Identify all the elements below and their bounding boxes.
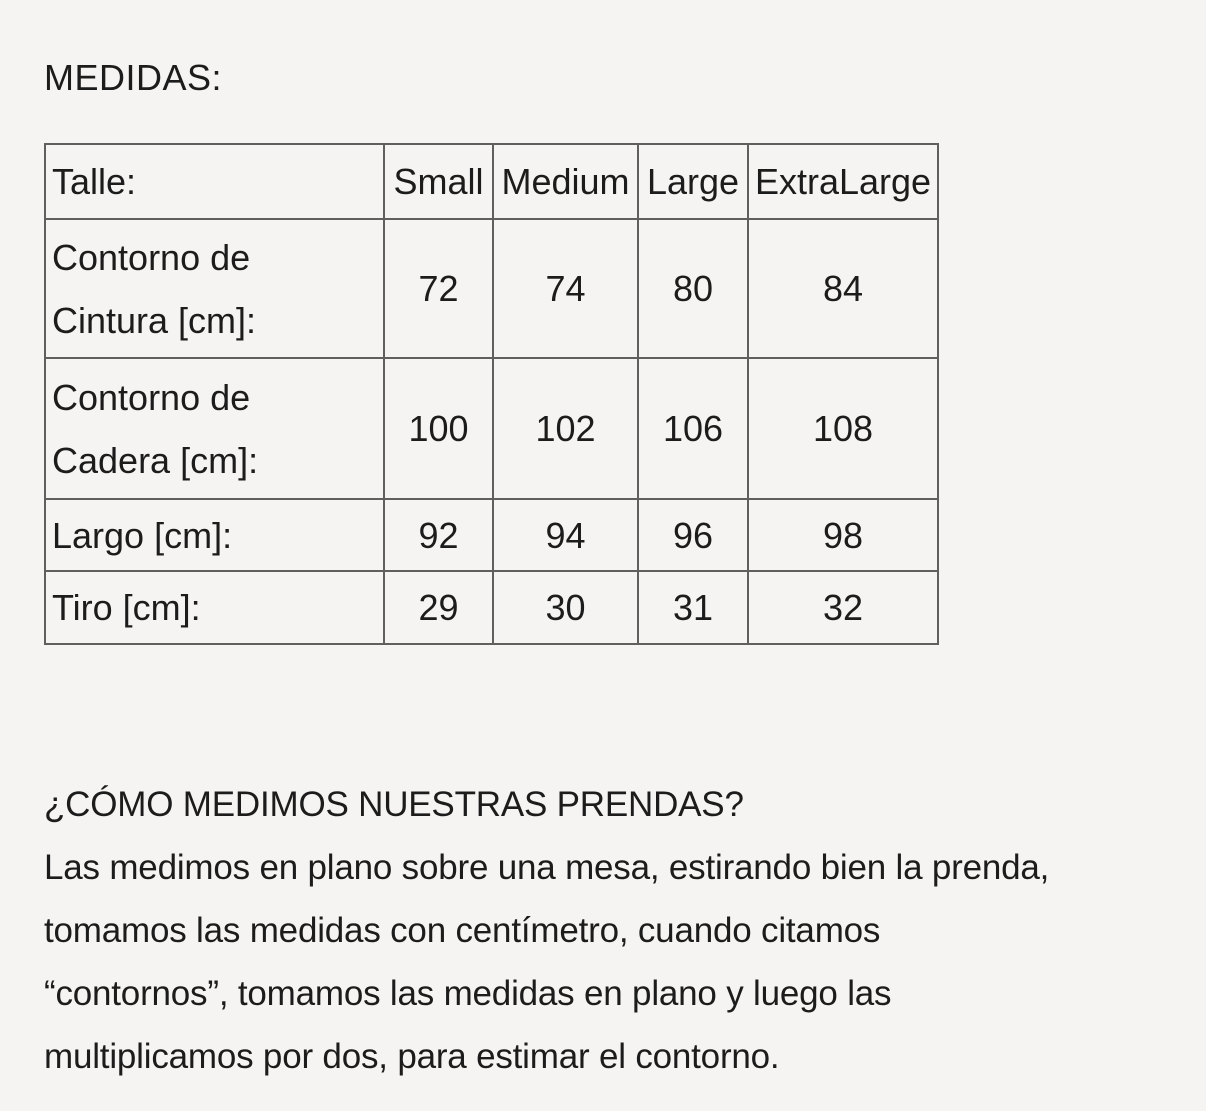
row-label-line: Contorno de	[52, 376, 251, 418]
cell-value: 84	[748, 219, 938, 358]
cell-value: 96	[638, 499, 748, 571]
cell-value: 80	[638, 219, 748, 358]
cell-value: 108	[748, 358, 938, 499]
measuring-method-description	[44, 773, 1206, 1088]
size-column-medium: Medium	[493, 144, 638, 219]
cell-value: 94	[493, 499, 638, 571]
row-label-line: Largo [cm]:	[52, 514, 233, 556]
cell-value: 32	[748, 571, 938, 644]
row-label	[45, 219, 384, 358]
table-row-contorno-cintura	[45, 219, 938, 358]
size-table-header-row	[45, 144, 938, 219]
cell-value: 31	[638, 571, 748, 644]
table-row-contorno-cadera	[45, 358, 938, 499]
cell-value: 92	[384, 499, 493, 571]
row-label-line: Cadera [cm]:	[52, 439, 259, 481]
cell-value: 106	[638, 358, 748, 499]
description-line: Las medimos en plano sobre una mesa, estirando bien la prenda,	[44, 848, 1050, 887]
description-line: tomamos las medidas con centímetro, cuando citamos	[44, 911, 881, 950]
row-label	[45, 499, 384, 571]
description-line: multiplicamos por dos, para estimar el contorno.	[44, 1037, 780, 1076]
table-row-tiro	[45, 571, 938, 644]
measurements-title: MEDIDAS:	[44, 57, 223, 98]
size-column-large: Large	[638, 144, 748, 219]
row-label	[45, 358, 384, 499]
description-line: “contornos”, tomamos las medidas en plano y luego las	[44, 974, 892, 1013]
size-column-extralarge: ExtraLarge	[748, 144, 938, 219]
row-label-line: Tiro [cm]:	[52, 587, 201, 628]
row-label-line: Contorno de	[52, 236, 251, 278]
cell-value: 102	[493, 358, 638, 499]
row-label	[45, 571, 384, 644]
cell-value: 29	[384, 571, 493, 644]
description-heading: ¿CÓMO MEDIMOS NUESTRAS PRENDAS?	[44, 785, 744, 824]
table-row-largo	[45, 499, 938, 571]
cell-value: 74	[493, 219, 638, 358]
cell-value: 72	[384, 219, 493, 358]
size-table-corner-label: Talle:	[45, 144, 384, 219]
cell-value: 100	[384, 358, 493, 499]
cell-value: 98	[748, 499, 938, 571]
size-column-small: Small	[384, 144, 493, 219]
row-label-line: Cintura [cm]:	[52, 299, 257, 341]
cell-value: 30	[493, 571, 638, 644]
size-table	[44, 143, 939, 645]
